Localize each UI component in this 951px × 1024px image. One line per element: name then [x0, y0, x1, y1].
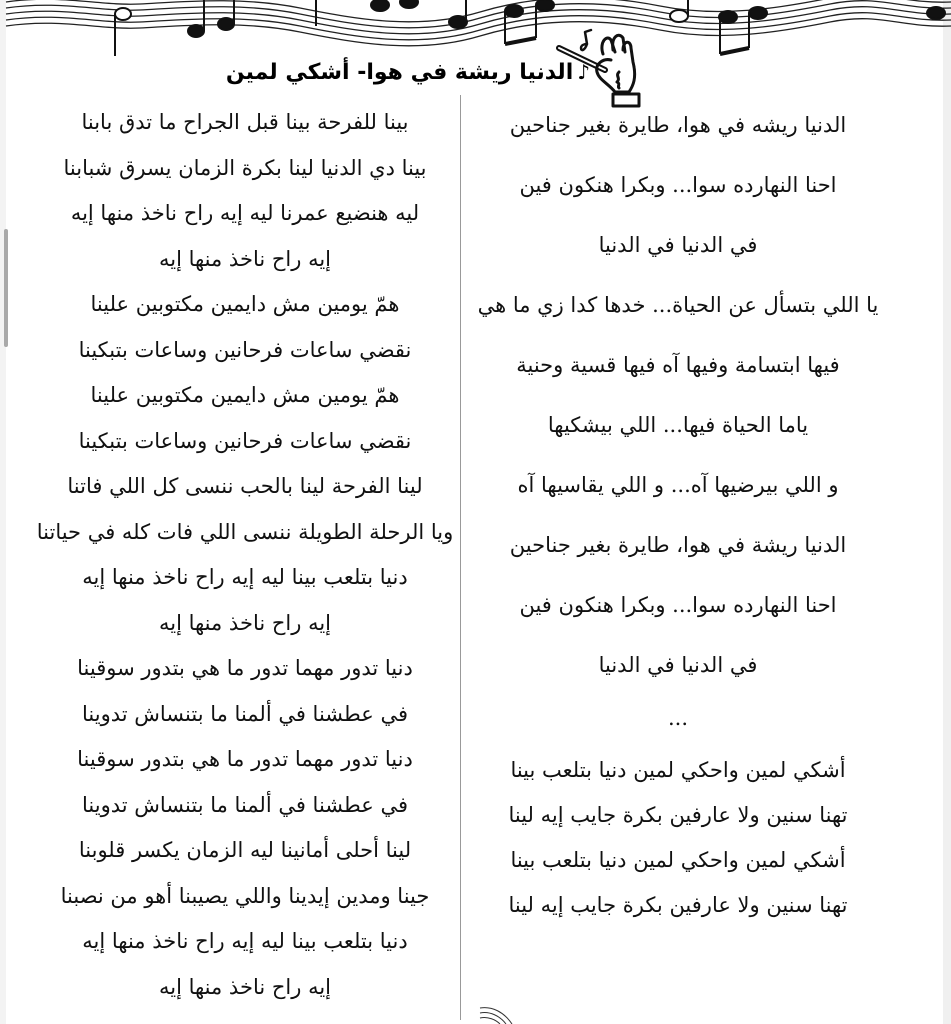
lyrics-column-right: [468, 103, 888, 928]
lyric-line: دنيا تدور مهما تدور ما هي بتدور سوقينا: [77, 656, 413, 680]
lyric-line: في الدنيا في الدنيا: [598, 233, 758, 257]
lyric-line: لينا أحلى أمانينا ليه الزمان يكسر قلوبنا: [78, 838, 412, 862]
lyric-line: بينا للفرحة بينا قبل الجراح ما تدق بابنا: [81, 110, 409, 134]
lyric-line: و اللي بيرضيها آه... و اللي يقاسيها آه: [517, 473, 839, 497]
title-text: الدنيا ريشة في هوا- أشكي لمين: [225, 60, 574, 85]
lyric-line: احنا النهارده سوا... وبكرا هنكون فين: [519, 173, 837, 197]
lyric-line: الدنيا ريشة في هوا، طايرة بغير جناحين: [509, 533, 847, 557]
lyric-line: في عطشنا في ألمنا ما بتنساش تدوينا: [82, 701, 408, 726]
music-note-icon: ♪: [577, 60, 590, 84]
lyric-line: يا اللي بتسأل عن الحياة... خدها كدا زي ما هي: [477, 293, 879, 317]
scrollbar-thumb[interactable]: [4, 229, 8, 347]
page-edge-right: [943, 0, 951, 1024]
page-title: [200, 52, 590, 92]
lyric-line: دنيا بتلعب بينا ليه إيه راح ناخذ منها إيه: [82, 929, 408, 953]
lyric-line: دنيا بتلعب بينا ليه إيه راح ناخذ منها إيه: [82, 565, 408, 589]
lyric-line: أشكي لمين واحكي لمين دنيا بتلعب بينا: [510, 848, 846, 872]
lyrics-column-left: [35, 100, 455, 1010]
lyric-line: ويا الرحلة الطويلة ننسى اللي فات كله في حياتنا: [36, 519, 454, 544]
lyric-line: أشكي لمين واحكي لمين دنيا بتلعب بينا: [510, 758, 846, 782]
lyric-line: إيه راح ناخذ منها إيه: [158, 246, 332, 271]
ellipsis: ...: [667, 706, 689, 730]
lyric-line: في الدنيا في الدنيا: [598, 653, 758, 677]
lyric-line: فيها ابتسامة وفيها آه فيها قسية وحنية: [516, 353, 840, 377]
lyric-line: إيه راح ناخذ منها إيه: [158, 610, 332, 635]
lyric-line: ليه هنضيع عمرنا ليه إيه راح ناخذ منها إيه: [70, 201, 420, 225]
page-edge-left: [0, 0, 6, 1024]
lyric-line: إيه راح ناخذ منها إيه: [158, 974, 332, 999]
lyric-line: تهنا سنين ولا عارفين بكرة جايب إيه لينا: [508, 803, 848, 827]
lyric-line: في عطشنا في ألمنا ما بتنساش تدوينا: [82, 792, 408, 817]
music-notes: [115, 0, 945, 56]
lyric-line: لينا الفرحة لينا بالحب ننسى كل اللي فاتنا: [67, 474, 423, 498]
lyric-line: نقضي ساعات فرحانين وساعات بتبكينا: [78, 337, 412, 362]
lyric-line: جينا ومدين إيدينا واللي يصيبنا أهو من نصبنا: [60, 883, 430, 908]
lyric-line: الدنيا ريشه في هوا، طايرة بغير جناحين: [509, 113, 847, 137]
vinyl-corner-icon: [478, 1000, 518, 1024]
column-divider: [460, 95, 461, 1020]
lyric-line: تهنا سنين ولا عارفين بكرة جايب إيه لينا: [508, 893, 848, 917]
lyric-line: نقضي ساعات فرحانين وساعات بتبكينا: [78, 428, 412, 453]
lyric-line: همّ يومين مش دايمين مكتوبين علينا: [90, 292, 400, 316]
lyric-line: ياما الحياة فيها... اللي بيشكيها: [547, 413, 809, 437]
lyric-line: بينا دي الدنيا لينا بكرة الزمان يسرق شبابنا: [63, 155, 427, 180]
lyric-line: دنيا تدور مهما تدور ما هي بتدور سوقينا: [77, 747, 413, 771]
lyric-line: احنا النهارده سوا... وبكرا هنكون فين: [519, 593, 837, 617]
lyric-line: همّ يومين مش دايمين مكتوبين علينا: [90, 383, 400, 407]
